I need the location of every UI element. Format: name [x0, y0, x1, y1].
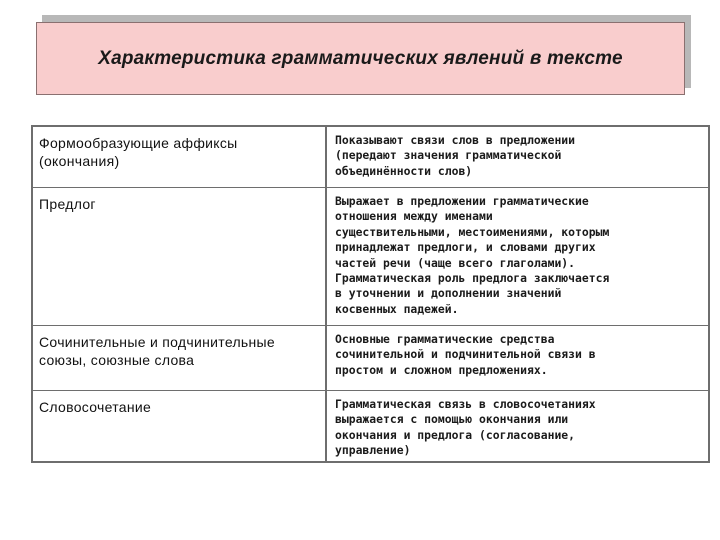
description-cell [326, 126, 709, 188]
term-description: Показывают связи слов в предложении (передают значения грамматической объединённости слов) [335, 133, 576, 178]
term-description: Грамматическая связь в словосочетаниях выражается с помощью окончания или окончания и предлога (согласование, управление) [335, 397, 596, 458]
title-box [36, 22, 685, 95]
term-label: Сочинительные и подчинительные союзы, союзные слова [39, 334, 275, 368]
description-cell [326, 188, 709, 326]
term-label: Формообразующие аффиксы (окончания) [39, 135, 238, 169]
grammar-table [31, 125, 710, 463]
table-row [32, 188, 709, 326]
table-row [32, 326, 709, 391]
description-cell [326, 326, 709, 391]
term-cell [32, 326, 326, 391]
term-cell [32, 391, 326, 463]
description-cell [326, 391, 709, 463]
term-description: Основные грамматические средства сочинительной и подчинительной связи в простом и сложном предложениях. [335, 332, 596, 377]
term-description: Выражает в предложении грамматические отношения между именами существительными, местоимениями, которым принадлежат предлоги, и словами других частей речи (чаще всего глаголами). Грамматическая роль предлога заключается в уточнении и дополнении значений косвенных падежей. [335, 194, 610, 316]
page-title: Характеристика грамматических явлений в тексте [98, 47, 623, 69]
table-row [32, 391, 709, 463]
term-label: Словосочетание [39, 399, 152, 415]
term-label: Предлог [39, 196, 96, 212]
term-cell [32, 126, 326, 188]
term-cell [32, 188, 326, 326]
table-row [32, 126, 709, 188]
